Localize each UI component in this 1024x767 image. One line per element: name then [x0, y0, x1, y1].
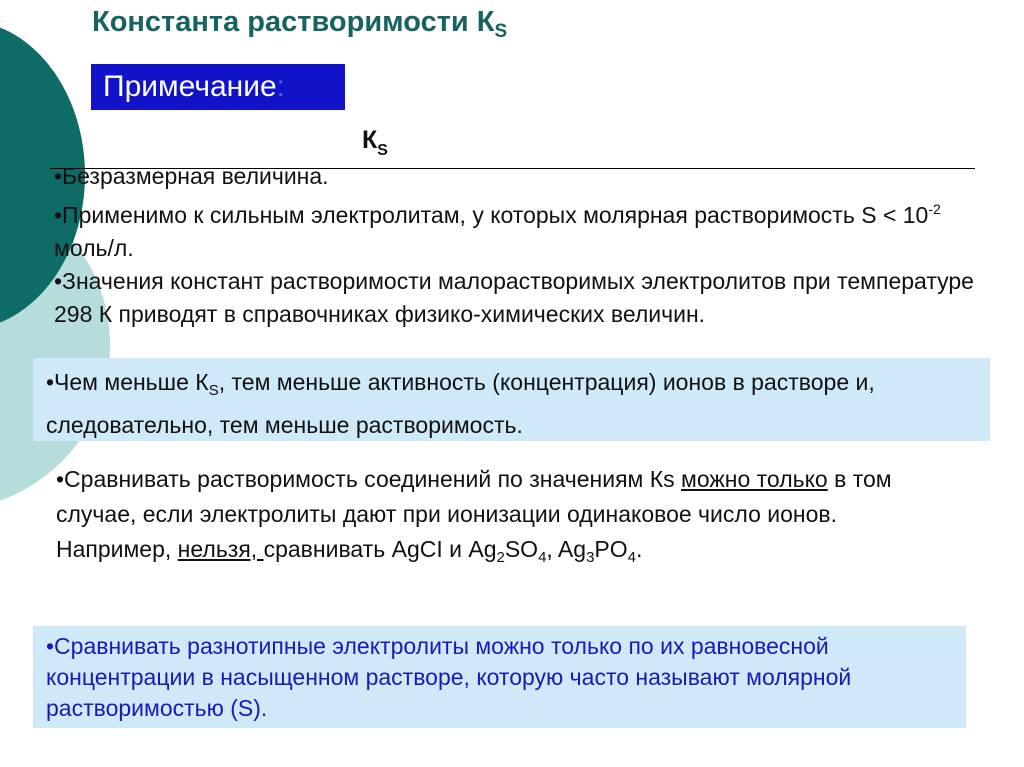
bullet-list-top: [54, 160, 984, 331]
highlight-box-molar-solubility-text: •Сравнивать разнотипные электролиты можно только по их равновесной концентрации в насыщенном растворе, которую часто называют молярной растворимостью (S).: [46, 633, 852, 721]
compare-text-5: , Ag: [546, 536, 587, 562]
ks-heading-subscript: S: [377, 142, 388, 159]
formula-subscript: 4: [627, 549, 636, 566]
bullet-item-reference-values: •Значения констант растворимости малорастворимых электролитов при температуре 298 К приводят в справочниках физико-химических величин.: [54, 268, 974, 327]
compare-text-3: сравнивать AgCI и Ag: [263, 536, 497, 562]
slide-title-subscript: S: [494, 21, 508, 42]
highlight-box-activity-text: [46, 365, 976, 443]
box1-text-end: , тем меньше активность (концентрация) ионов в растворе и, следовательно, тем меньше растворимость.: [46, 369, 875, 438]
compare-underlined-forbidden: нельзя,: [177, 536, 264, 562]
compare-paragraph: [56, 462, 956, 575]
box1-text-start: •Чем меньше К: [46, 369, 209, 395]
bullet-item-strong-electrolytes: [54, 193, 984, 265]
compare-text-6: PO: [594, 536, 628, 562]
compare-text-7: .: [636, 536, 643, 562]
bullet-text: •Применимо к сильным электролитам, у которых молярная растворимость S < 10: [54, 202, 929, 228]
bullet-item-dimensionless: •Безразмерная величина.: [54, 163, 329, 189]
compare-underlined-only-possible: можно только: [681, 466, 828, 492]
exponent: -2: [928, 201, 941, 217]
ks-heading-text: К: [362, 126, 378, 154]
note-label-colon: :: [276, 70, 285, 103]
formula-subscript: 2: [496, 549, 505, 566]
compare-text-4: SO: [504, 536, 539, 562]
formula-subscript: 3: [586, 549, 595, 566]
ks-heading: [362, 126, 388, 160]
slide-title-text: Константа растворимости К: [92, 6, 495, 38]
formula-subscript: 4: [538, 549, 547, 566]
compare-text-1: •Сравнивать растворимость соединений по значениям Кs: [56, 466, 682, 492]
bullet-text-end: моль/л.: [54, 235, 134, 261]
note-label-text: Примечание: [103, 70, 277, 103]
note-label: [91, 64, 345, 110]
compare-text-2: в том случае, если электролиты дают при ионизации одинаковое число ионов. Например,: [56, 466, 892, 562]
slide-title: [92, 6, 507, 43]
box1-subscript: S: [208, 382, 219, 399]
